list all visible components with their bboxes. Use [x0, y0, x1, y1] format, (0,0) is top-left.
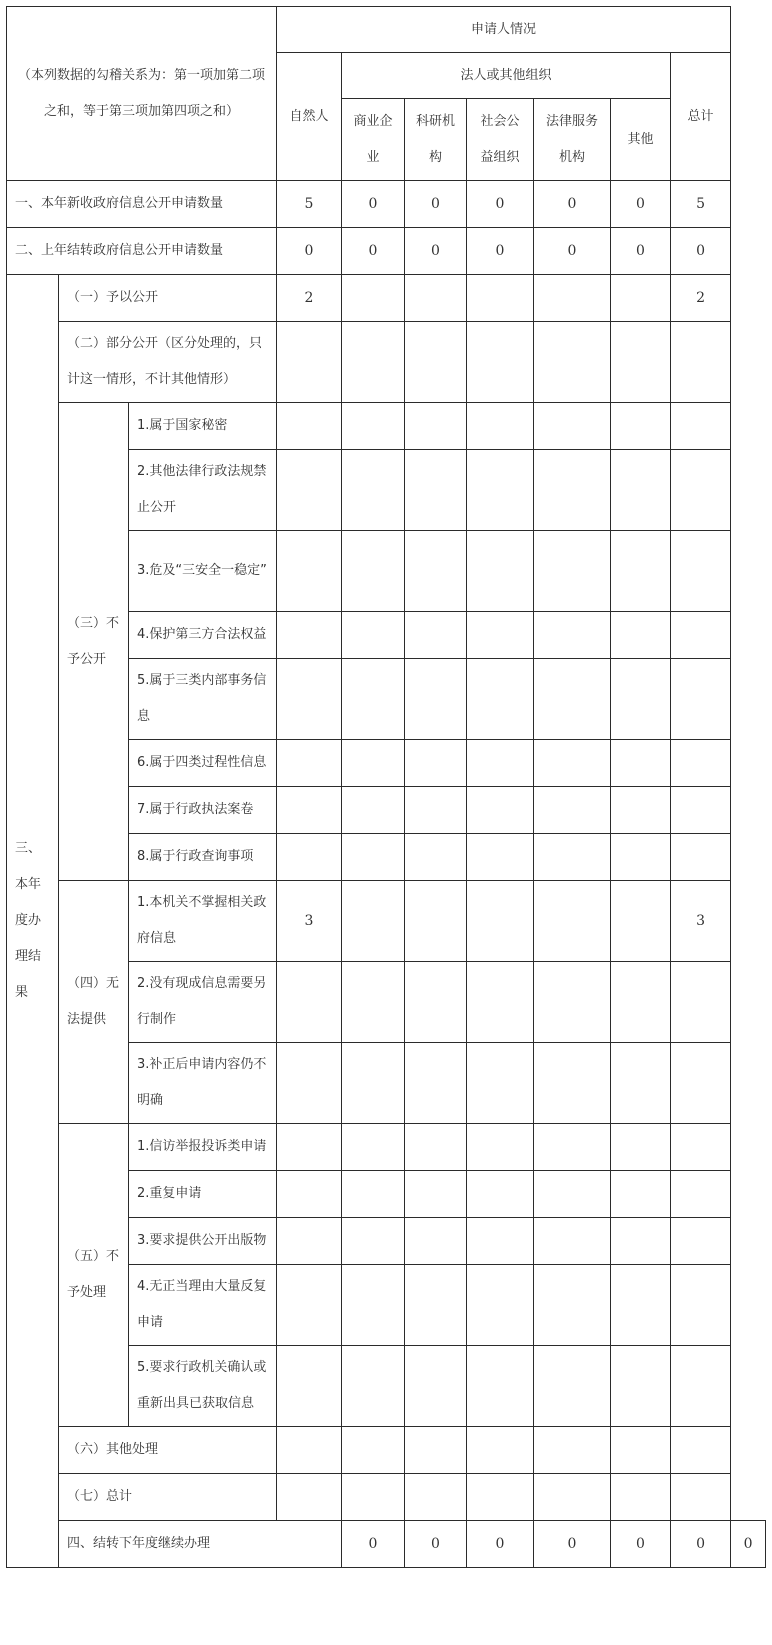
not-process-item: 2.重复申请: [129, 1171, 277, 1218]
value-cell: [534, 275, 611, 322]
value-cell: [534, 1474, 611, 1521]
value-cell: [671, 1218, 731, 1265]
value-cell: [611, 740, 671, 787]
value-cell: [277, 450, 342, 531]
value-cell: [405, 1346, 467, 1427]
value-cell: [405, 834, 467, 881]
value-cell: [467, 659, 534, 740]
value-cell: [342, 1427, 405, 1474]
value-cell: 0: [342, 228, 405, 275]
header-natural-person: 自然人: [277, 53, 342, 181]
value-cell: [342, 1124, 405, 1171]
report-table-wrapper: [6, 6, 766, 1568]
value-cell: [405, 531, 467, 612]
value-cell: [277, 787, 342, 834]
value-cell: 0: [671, 228, 731, 275]
value-cell: [277, 1427, 342, 1474]
value-cell: [405, 1474, 467, 1521]
value-cell: [405, 450, 467, 531]
other-handling-label: （六）其他处理: [59, 1427, 277, 1474]
value-cell: [611, 403, 671, 450]
value-cell: [671, 1346, 731, 1427]
value-cell: [405, 275, 467, 322]
section3-label: 三、本年度办理结果: [7, 275, 59, 1568]
value-cell: [671, 787, 731, 834]
value-cell: [342, 612, 405, 659]
value-cell: [405, 403, 467, 450]
value-cell: 0: [534, 181, 611, 228]
value-cell: [277, 1124, 342, 1171]
value-cell: [342, 1265, 405, 1346]
unable-item: 2.没有现成信息需要另行制作: [129, 962, 277, 1043]
table-row: [7, 881, 766, 962]
value-cell: [467, 275, 534, 322]
value-cell: [611, 1265, 671, 1346]
value-cell: [671, 962, 731, 1043]
value-cell: [534, 659, 611, 740]
value-cell: [671, 1171, 731, 1218]
value-cell: [611, 1171, 671, 1218]
value-cell: 0: [467, 228, 534, 275]
value-cell: [405, 612, 467, 659]
value-cell: [671, 1124, 731, 1171]
not-process-item: 4.无正当理由大量反复申请: [129, 1265, 277, 1346]
value-cell: [534, 881, 611, 962]
unable-item: 1.本机关不掌握相关政府信息: [129, 881, 277, 962]
value-cell: [671, 531, 731, 612]
value-cell: [611, 1043, 671, 1124]
header-org-charity: 社会公益组织: [467, 99, 534, 181]
value-cell: [671, 1474, 731, 1521]
value-cell: [277, 531, 342, 612]
table-row: [7, 403, 766, 450]
value-cell: [671, 403, 731, 450]
value-cell: [342, 962, 405, 1043]
value-cell: 0: [405, 181, 467, 228]
value-cell: [611, 1124, 671, 1171]
value-cell: 0: [611, 228, 671, 275]
value-cell: 2: [277, 275, 342, 322]
value-cell: [611, 450, 671, 531]
header-org-legal-service: 法律服务机构: [534, 99, 611, 181]
table-row: [7, 228, 766, 275]
value-cell: [671, 1043, 731, 1124]
value-cell: [277, 1043, 342, 1124]
value-cell: [277, 1171, 342, 1218]
value-cell: 0: [405, 228, 467, 275]
unable-label: （四）无法提供: [59, 881, 129, 1124]
value-cell: [277, 962, 342, 1043]
value-cell: [467, 1124, 534, 1171]
not-process-item: 3.要求提供公开出版物: [129, 1218, 277, 1265]
value-cell: [534, 1171, 611, 1218]
disclose-label: （一）予以公开: [59, 275, 277, 322]
value-cell: [467, 1265, 534, 1346]
value-cell: [277, 1218, 342, 1265]
value-cell: [342, 1474, 405, 1521]
value-cell: [405, 740, 467, 787]
table-row: [7, 1521, 766, 1568]
header-total: 总计: [671, 53, 731, 181]
header-note: （本列数据的勾稽关系为：第一项加第二项之和，等于第三项加第四项之和）: [7, 7, 277, 181]
value-cell: [611, 531, 671, 612]
not-disclose-item: 6.属于四类过程性信息: [129, 740, 277, 787]
value-cell: [671, 612, 731, 659]
value-cell: [467, 1474, 534, 1521]
unable-item: 3.补正后申请内容仍不明确: [129, 1043, 277, 1124]
value-cell: [534, 1043, 611, 1124]
value-cell: [611, 834, 671, 881]
value-cell: [534, 531, 611, 612]
not-process-item: 1.信访举报投诉类申请: [129, 1124, 277, 1171]
value-cell: [611, 1218, 671, 1265]
value-cell: [671, 1427, 731, 1474]
value-cell: [467, 1218, 534, 1265]
value-cell: [611, 659, 671, 740]
not-disclose-item: 8.属于行政查询事项: [129, 834, 277, 881]
value-cell: [405, 881, 467, 962]
value-cell: [342, 403, 405, 450]
value-cell: [611, 962, 671, 1043]
value-cell: [467, 787, 534, 834]
value-cell: [534, 1218, 611, 1265]
value-cell: [611, 881, 671, 962]
value-cell: [534, 1427, 611, 1474]
value-cell: [611, 612, 671, 659]
value-cell: [467, 962, 534, 1043]
value-cell: [405, 1265, 467, 1346]
value-cell: [534, 962, 611, 1043]
value-cell: [534, 1346, 611, 1427]
header-legal-org: 法人或其他组织: [342, 53, 671, 99]
value-cell: [342, 1171, 405, 1218]
value-cell: [534, 787, 611, 834]
value-cell: [342, 659, 405, 740]
value-cell: 3: [671, 881, 731, 962]
value-cell: [467, 1346, 534, 1427]
value-cell: [611, 1427, 671, 1474]
value-cell: [277, 403, 342, 450]
value-cell: [405, 1171, 467, 1218]
value-cell: [534, 612, 611, 659]
header-org-research: 科研机构: [405, 99, 467, 181]
value-cell: [671, 322, 731, 403]
value-cell: [467, 834, 534, 881]
value-cell: [342, 1043, 405, 1124]
value-cell: [405, 322, 467, 403]
value-cell: [342, 881, 405, 962]
row-carry-forward-label: 四、结转下年度继续办理: [59, 1521, 342, 1568]
value-cell: [277, 834, 342, 881]
value-cell: [277, 740, 342, 787]
value-cell: [534, 1265, 611, 1346]
partial-disclose-label: （二）部分公开（区分处理的，只计这一情形，不计其他情形）: [59, 322, 277, 403]
table-row: [7, 181, 766, 228]
table-row: [7, 1124, 766, 1171]
value-cell: 5: [277, 181, 342, 228]
value-cell: 0: [671, 1521, 731, 1568]
table-row: [7, 275, 766, 322]
not-disclose-item: 3.危及“三安全一稳定”: [129, 531, 277, 612]
table-row: [7, 322, 766, 403]
value-cell: 0: [342, 181, 405, 228]
value-cell: [534, 834, 611, 881]
table-row: [7, 1474, 766, 1521]
value-cell: 5: [671, 181, 731, 228]
value-cell: 3: [277, 881, 342, 962]
disclosure-statistics-table: [6, 6, 766, 1568]
value-cell: [534, 740, 611, 787]
value-cell: [277, 1346, 342, 1427]
value-cell: 0: [731, 1521, 766, 1568]
value-cell: 0: [467, 1521, 534, 1568]
value-cell: [467, 881, 534, 962]
value-cell: [671, 450, 731, 531]
value-cell: [534, 403, 611, 450]
value-cell: [467, 531, 534, 612]
value-cell: 0: [534, 228, 611, 275]
value-cell: [671, 740, 731, 787]
value-cell: [277, 612, 342, 659]
not-disclose-label: （三）不予公开: [59, 403, 129, 881]
table-row: [7, 1427, 766, 1474]
value-cell: 0: [405, 1521, 467, 1568]
value-cell: [611, 322, 671, 403]
value-cell: 0: [611, 181, 671, 228]
value-cell: [405, 659, 467, 740]
value-cell: [467, 322, 534, 403]
value-cell: [405, 962, 467, 1043]
value-cell: [342, 740, 405, 787]
value-cell: [277, 1474, 342, 1521]
header-applicant-status: 申请人情况: [277, 7, 731, 53]
value-cell: [342, 450, 405, 531]
value-cell: [405, 787, 467, 834]
not-disclose-item: 5.属于三类内部事务信息: [129, 659, 277, 740]
subtotal-label: （七）总计: [59, 1474, 277, 1521]
value-cell: [534, 1124, 611, 1171]
value-cell: [467, 612, 534, 659]
value-cell: [671, 659, 731, 740]
value-cell: [611, 1474, 671, 1521]
value-cell: [467, 1427, 534, 1474]
row-carried-over-label: 二、上年结转政府信息公开申请数量: [7, 228, 277, 275]
value-cell: [277, 322, 342, 403]
value-cell: [277, 1265, 342, 1346]
value-cell: 0: [611, 1521, 671, 1568]
value-cell: 0: [534, 1521, 611, 1568]
value-cell: [342, 322, 405, 403]
value-cell: [342, 531, 405, 612]
value-cell: [534, 450, 611, 531]
not-disclose-item: 1.属于国家秘密: [129, 403, 277, 450]
value-cell: 0: [467, 181, 534, 228]
value-cell: [342, 1218, 405, 1265]
value-cell: [467, 740, 534, 787]
not-disclose-item: 4.保护第三方合法权益: [129, 612, 277, 659]
value-cell: [405, 1043, 467, 1124]
value-cell: [405, 1124, 467, 1171]
value-cell: [342, 787, 405, 834]
value-cell: [611, 275, 671, 322]
value-cell: [671, 834, 731, 881]
value-cell: [611, 1346, 671, 1427]
value-cell: [342, 1346, 405, 1427]
value-cell: [671, 1265, 731, 1346]
value-cell: [611, 787, 671, 834]
value-cell: [405, 1218, 467, 1265]
header-org-other: 其他: [611, 99, 671, 181]
value-cell: 0: [342, 1521, 405, 1568]
not-process-item: 5.要求行政机关确认或重新出具已获取信息: [129, 1346, 277, 1427]
value-cell: [467, 450, 534, 531]
not-disclose-item: 2.其他法律行政法规禁止公开: [129, 450, 277, 531]
not-disclose-item: 7.属于行政执法案卷: [129, 787, 277, 834]
not-process-label: （五）不予处理: [59, 1124, 129, 1427]
value-cell: [342, 275, 405, 322]
value-cell: [405, 1427, 467, 1474]
value-cell: 2: [671, 275, 731, 322]
value-cell: [277, 659, 342, 740]
value-cell: [342, 834, 405, 881]
value-cell: [534, 322, 611, 403]
value-cell: [467, 403, 534, 450]
row-new-requests-label: 一、本年新收政府信息公开申请数量: [7, 181, 277, 228]
value-cell: [467, 1043, 534, 1124]
value-cell: [467, 1171, 534, 1218]
header-org-business: 商业企业: [342, 99, 405, 181]
value-cell: 0: [277, 228, 342, 275]
